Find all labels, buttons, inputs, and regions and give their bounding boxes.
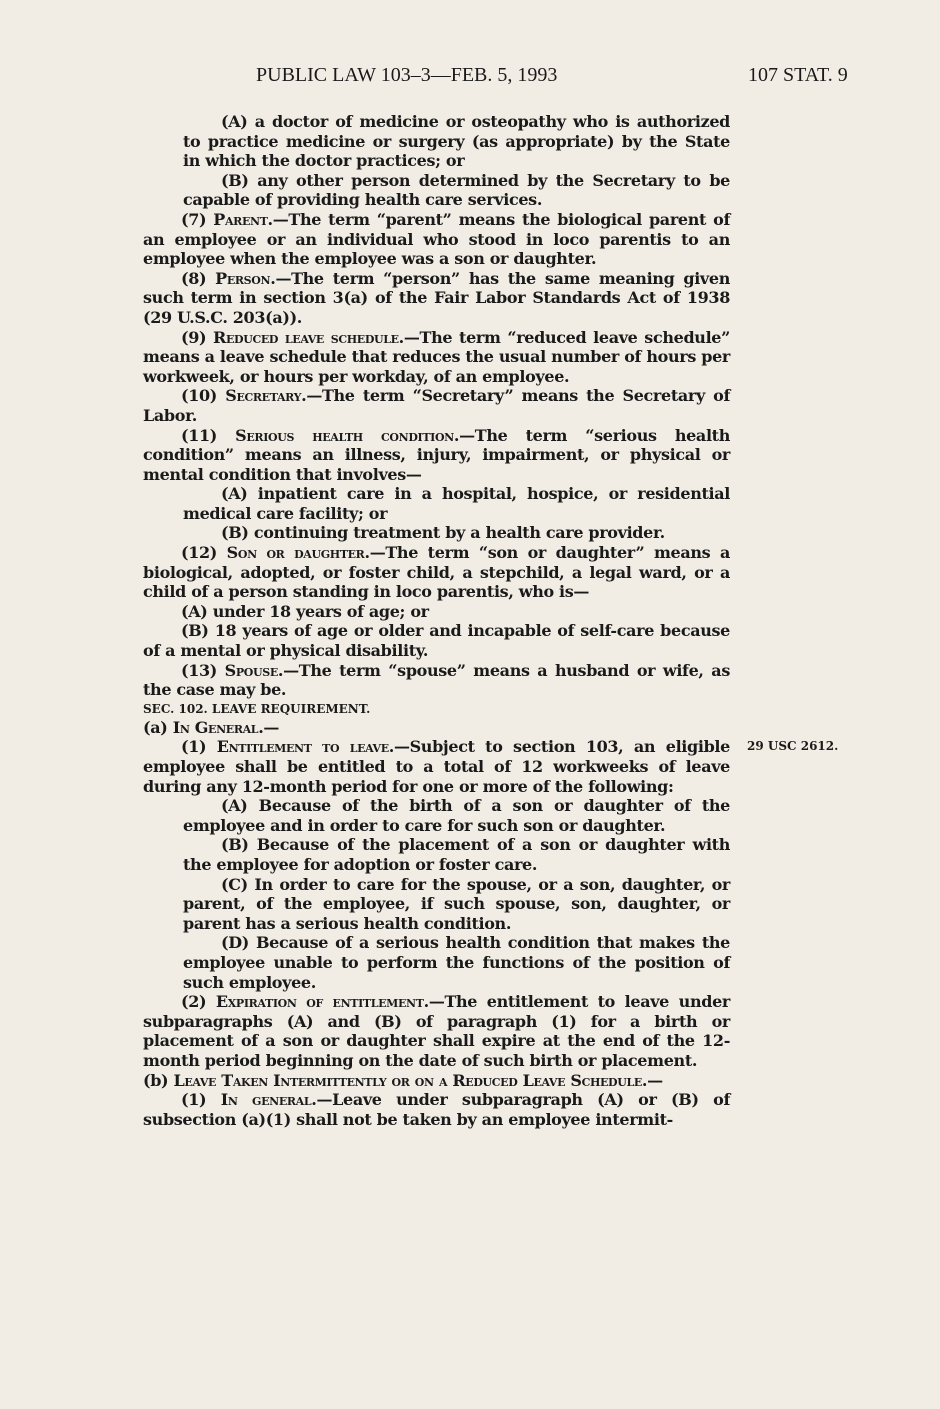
definition-person: (8) Person.—The term “person” has the same meaning given such term in section 3(a) of the Fair Labor Standards Act of 1938 (29 U.S.C. 203(a)). <box>143 268 730 327</box>
definition-parent: (7) Parent.—The term “parent” means the biological parent of an employee or an individual who stood in loco parentis to an employee when the employee was a son or daughter. <box>143 209 730 269</box>
section-heading: SEC. 102. LEAVE REQUIREMENT. <box>143 701 371 716</box>
definition-secretary: (10) Secretary.—The term “Secretary” means the Secretary of Labor. <box>143 386 730 425</box>
subsection-b-heading: (b) Leave Taken Intermittently or on a Reduced Leave Schedule.— <box>143 1070 663 1090</box>
in-general: (1) In general.—Leave under subparagraph (A) or (B) of subsection (a)(1) shall not be taken by an employee intermit- <box>143 1090 731 1129</box>
paragraph: (A) under 18 years of age; or <box>181 601 429 621</box>
definition-spouse: (13) Spouse.—The term “spouse” means a husband or wife, as the case may be. <box>143 660 730 700</box>
definition-serious-health-condition: (11) Serious health condition.—The term “serious health condition” means an illness, injury, impairment, or physical or mental condition that involves— <box>143 425 731 484</box>
expiration-of-entitlement: (2) Expiration of entitlement.—The entitlement to leave under subparagraphs (A) and (B) of paragraph (1) for a birth or placement of a son or daughter shall expire at the end of the 12-month period beginning on the date of such birth or placement. <box>143 992 730 1070</box>
paragraph: (B) 18 years of age or older and incapable of self-care because of a mental or physical disability. <box>143 621 730 661</box>
definition-reduced-leave-schedule: (9) Reduced leave schedule.—The term “reduced leave schedule” means a leave schedule that reduces the usual number of hours per workweek, or hours per workday, of an employee. <box>143 327 730 386</box>
paragraph: (D) Because of a serious health condition that makes the employee unable to perform the functions of the position of such employee. <box>183 933 730 992</box>
statute-page-number: 107 STAT. 9 <box>748 64 848 86</box>
paragraph: (A) a doctor of medicine or osteopathy who is authorized to practice medicine or surgery (as appropriate) by the State in which the doctor practices; or <box>183 112 730 171</box>
margin-citation: 29 USC 2612. <box>747 739 839 753</box>
paragraph: (A) Because of the birth of a son or daughter of the employee and in order to care for such son or daughter. <box>183 796 730 835</box>
body-text <box>143 112 730 1129</box>
paragraph: (B) continuing treatment by a health care provider. <box>221 523 665 543</box>
entitlement-to-leave: (1) Entitlement to leave.—Subject to section 103, an eligible employee shall be entitled to a total of 12 workweeks of leave during any 12-month period for one or more of the following: <box>143 737 730 796</box>
paragraph: (B) Because of the placement of a son or daughter with the employee for adoption or foster care. <box>183 835 730 874</box>
subsection-a-heading: (a) In General.— <box>143 717 280 737</box>
running-title: PUBLIC LAW 103–3—FEB. 5, 1993 <box>256 64 558 86</box>
paragraph: (B) any other person determined by the Secretary to be capable of providing health care services. <box>183 170 730 210</box>
definition-son-or-daughter: (12) Son or daughter.—The term “son or daughter” means a biological, adopted, or foster child, a stepchild, a legal ward, or a child of a person standing in loco parentis, who is— <box>143 543 730 602</box>
paragraph: (A) inpatient care in a hospital, hospice, or residential medical care facility; or <box>183 484 730 523</box>
paragraph: (C) In order to care for the spouse, or a son, daughter, or parent, of the employee, if such spouse, son, daughter, or parent has a serious health condition. <box>183 874 730 933</box>
